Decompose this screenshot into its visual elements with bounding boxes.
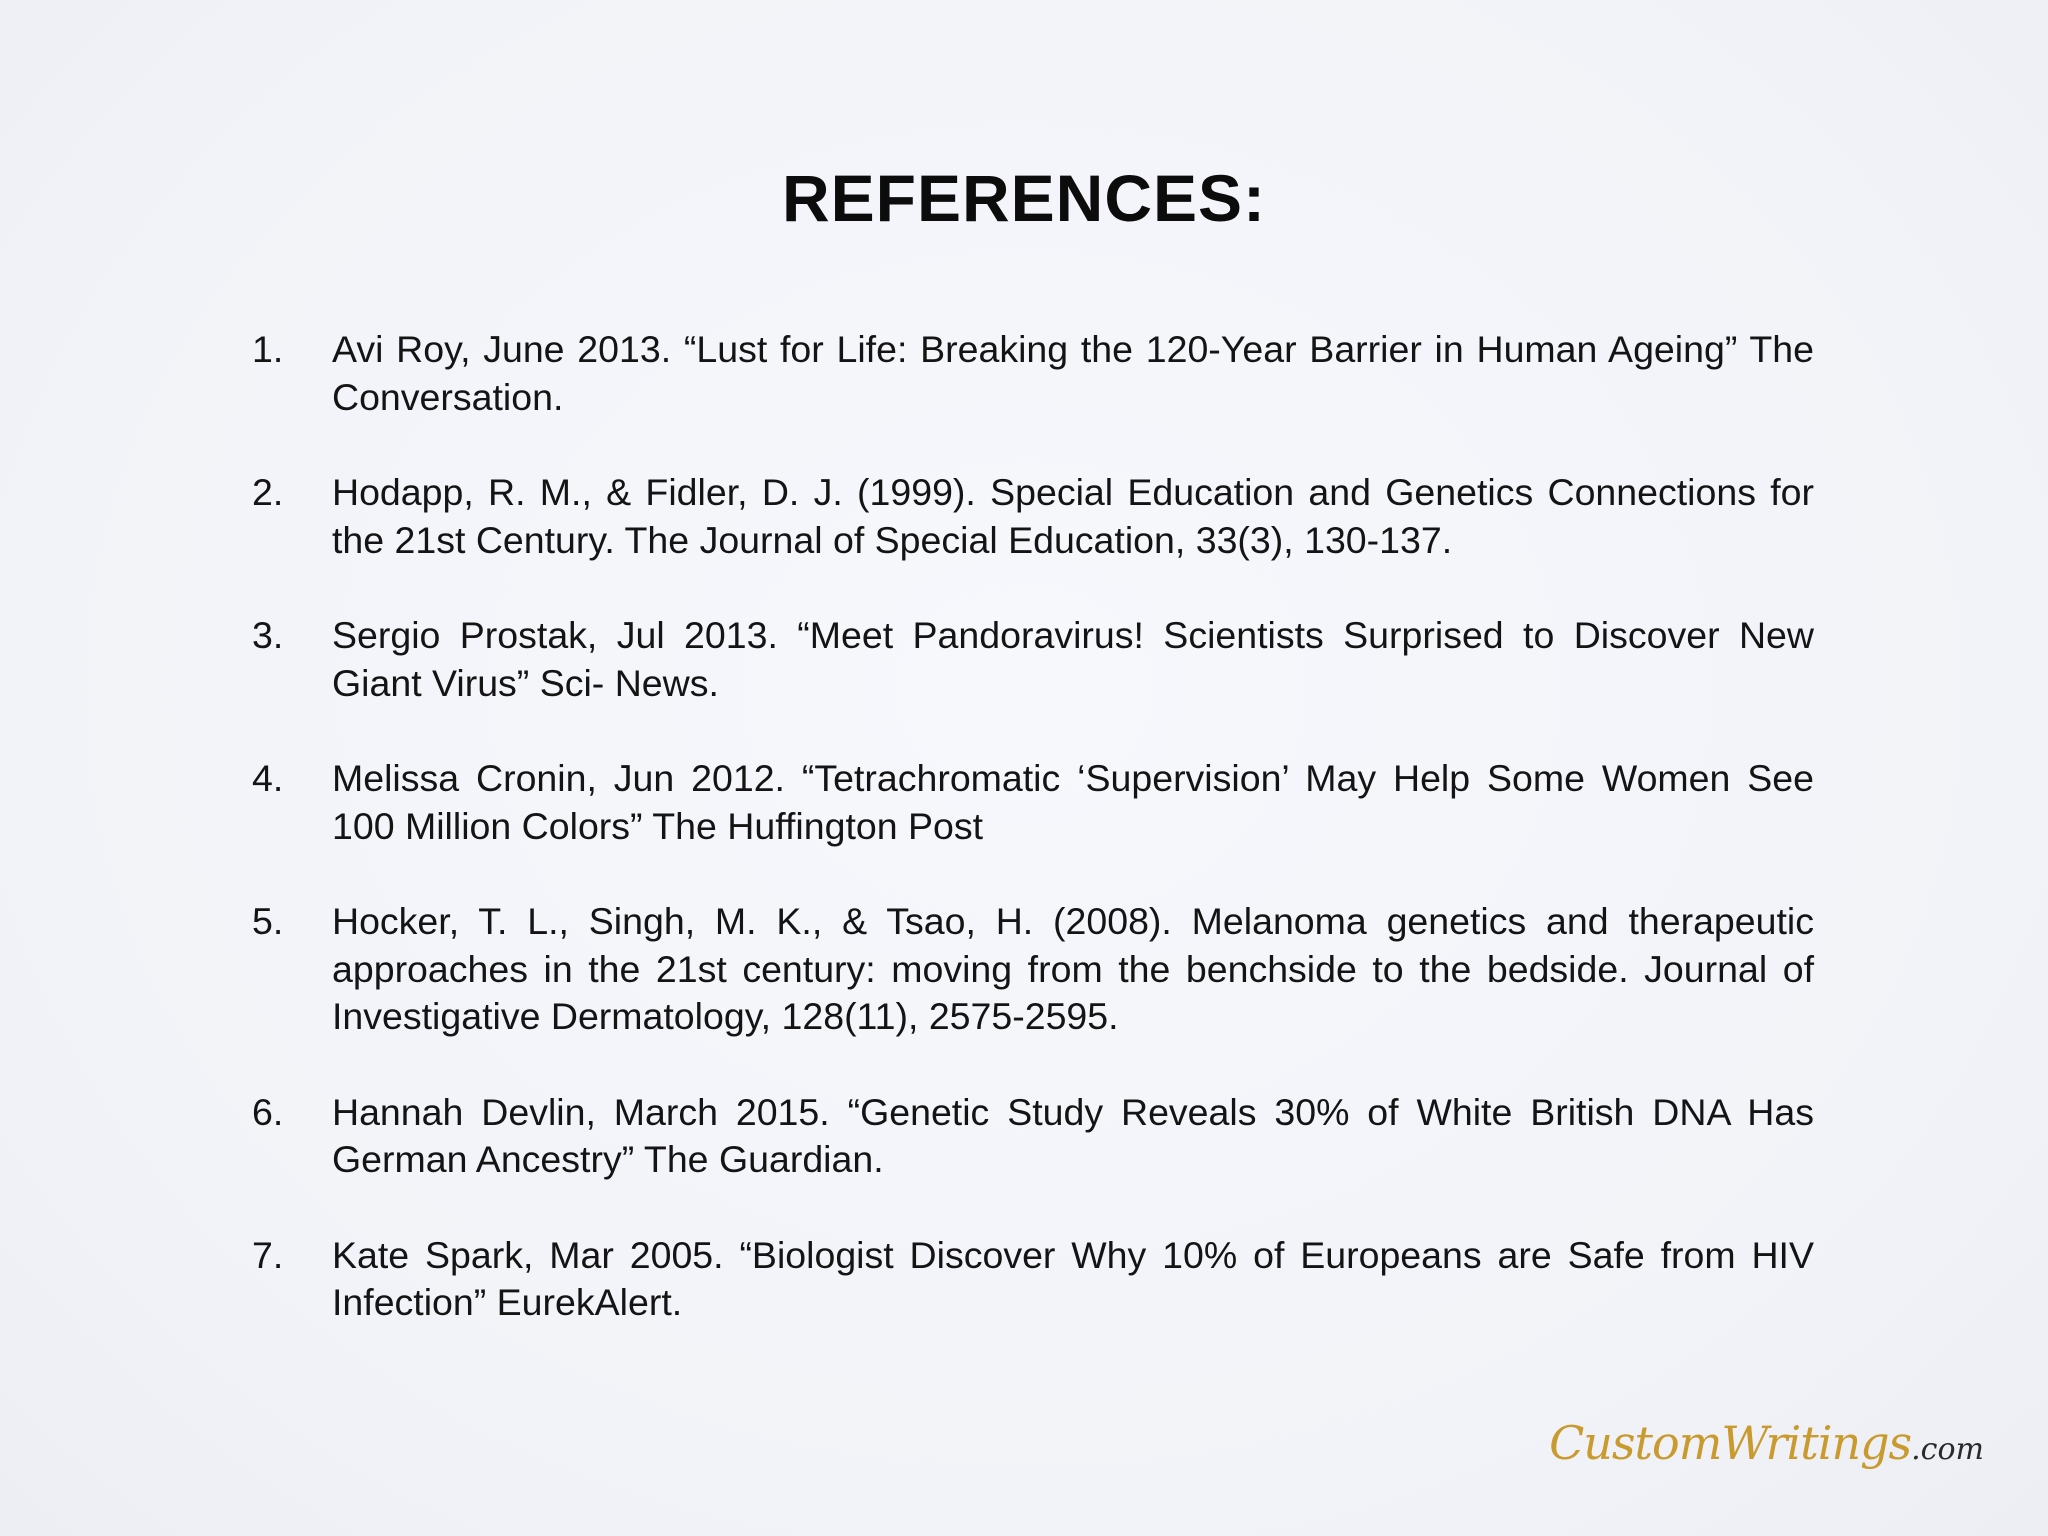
reference-text: Kate Spark, Mar 2005. “Biologist Discover Why 10% of Europeans are Safe from HIV Infection” EurekAlert. (332, 1233, 1814, 1323)
reference-text: Sergio Prostak, Jul 2013. “Meet Pandoravirus! Scientists Surprised to Discover New Giant Virus” Sci- News. (332, 614, 1814, 704)
brand-logo-main: CustomWritings (1549, 1416, 1912, 1470)
reference-number: 5. (252, 900, 284, 942)
brand-logo-suffix: .com (1911, 1432, 1984, 1467)
brand-logo (1549, 1416, 1984, 1470)
reference-item (250, 1232, 1814, 1327)
reference-text: Hocker, T. L., Singh, M. K., & Tsao, H. (2008). Melanoma genetics and therapeutic approaches in the 21st century: moving from the benchside to the bedside. Journal of Investigative Dermatology, 128(11), 2575-2595. (332, 900, 1814, 1037)
reference-item (250, 612, 1814, 707)
reference-number: 4. (252, 757, 284, 799)
reference-text: Hodapp, R. M., & Fidler, D. J. (1999). Special Education and Genetics Connections for the 21st Century. The Journal of Special Education, 33(3), 130-137. (332, 471, 1814, 561)
reference-number: 2. (252, 471, 284, 513)
reference-list (250, 326, 1814, 1375)
reference-number: 1. (252, 328, 284, 370)
reference-item (250, 469, 1814, 564)
reference-text: Hannah Devlin, March 2015. “Genetic Study Reveals 30% of White British DNA Has German Ancestry” The Guardian. (332, 1090, 1814, 1180)
reference-text: Avi Roy, June 2013. “Lust for Life: Breaking the 120-Year Barrier in Human Ageing” The Conversation. (332, 328, 1814, 418)
reference-number: 7. (252, 1233, 284, 1276)
reference-text: Melissa Cronin, Jun 2012. “Tetrachromatic ‘Supervision’ May Help Some Women See 100 Million Colors” The Huffington Post (332, 757, 1814, 847)
reference-item (250, 326, 1814, 421)
reference-number: 6. (252, 1090, 284, 1133)
reference-item (250, 755, 1814, 850)
reference-item (250, 1089, 1814, 1184)
reference-number: 3. (252, 614, 284, 656)
reference-item (250, 898, 1814, 1041)
page-title: REFERENCES: (781, 161, 1267, 235)
